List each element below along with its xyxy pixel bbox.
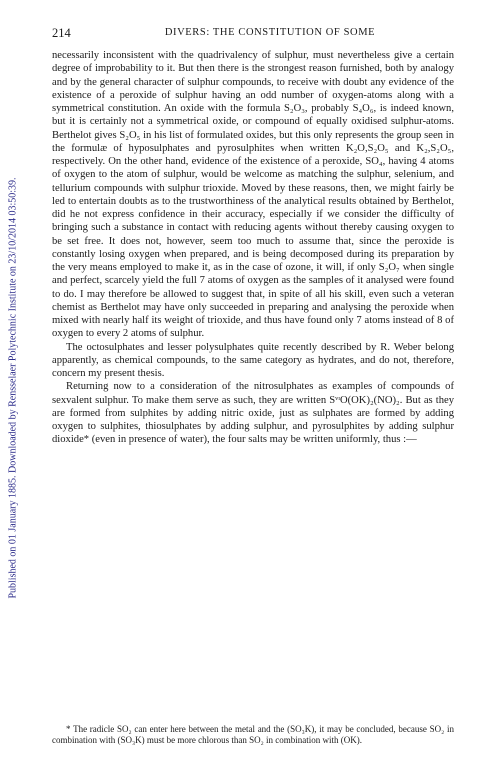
footnote: * The radicle SO₂ can enter here between the metal and the (SO₃K), it may be concluded, because SO₂ in combination with (SO₃K) must be more chlorous than SO₂ in combination with (OK). — [52, 724, 454, 745]
article-body — [52, 49, 454, 447]
running-title: DIVERS: THE CONSTITUTION OF SOME — [164, 27, 376, 38]
page-number: 214 — [52, 26, 71, 40]
body-paragraph: Returning now to a consideration of the nitrosulphates as examples of compounds of sexvalent sulphur. To make them serve as such, they are written SᵛᶦO(OK)₂(NO)₂. But as they are formed from sulphites by adding nitric oxide, just as sulphates are formed by adding oxygen to sulphites, thiosulphates by adding sulphur, and pyrosulphites by adding sulphur dioxide* (even in presence of water), the four salts may be written uniformly, thus :— — [52, 381, 454, 446]
download-watermark — [0, 0, 26, 768]
download-watermark-text: Published on 01 January 1885. Downloaded by Rensselaer Polytechnic Institute on 23/10/2014 03:50:39. — [7, 177, 19, 599]
body-paragraph: necessarily inconsistent with the quadrivalency of sulphur, must nevertheless give a certain degree of improbability to it. But then there is the strongest reason furnished, both by analogy and by the general character of sulphur compounds, to receive with doubt any evidence of the existence of a peroxide of sulphur having an odd number of oxygen-atoms along with a symmetrical constitution. An oxide with the formula S₂O₃, probably S₄O₆, is indeed known, but it is certainly not a symmetrical oxide, or compound of equally oxidised sulphur-atoms. Berthelot gives S₂O₅ in his list of formulated oxides, but this only represents the group seen in the formulæ of hyposulphates and pyrosulphites when written K₂O,S₂O₅ and K₂,S₂O₅, respectively. On the other hand, evidence of the existence of a peroxide, SO₄, having 4 atoms of oxygen to the atom of sulphur, would be welcome as matching the sulphur, selenium, and tellurium compounds with sulphur trioxide. Moved by these reasons, then, we might fairly be led to entertain doubts as to the trustworthiness of the analytical results obtained by Berthelot, did he not express confidence in their accuracy, especially if we consider the difficulty of bringing such a substance in contact with reducing agents without thereby causing oxygen to be set free. It does not, however, seem too much to assume that, since the peroxide is constantly losing oxygen when prepared, and is being decomposed during its preparation by the very means employed to make it, as in the case of ozone, it will, if only S₂O₇ when single and perfect, scarcely yield the full 7 atoms of oxygen as the samples of it analysed were found to do. I may therefore be allowed to suggest that, in spite of all his skill, even such a veteran chemist as Berthelot may have only succeeded in preparing and analysing the peroxide when mixed with nearly half its weight of trioxide, and thus have found only 7 atoms instead of 8 of oxygen to every 2 atoms of sulphur. — [52, 50, 454, 340]
body-paragraph: The octosulphates and lesser polysulphates quite recently described by R. Weber belong apparently, as chemical compounds, to the same category as hydrates, and do not, therefore, concern my present thesis. — [52, 341, 454, 379]
page-header — [52, 26, 454, 42]
